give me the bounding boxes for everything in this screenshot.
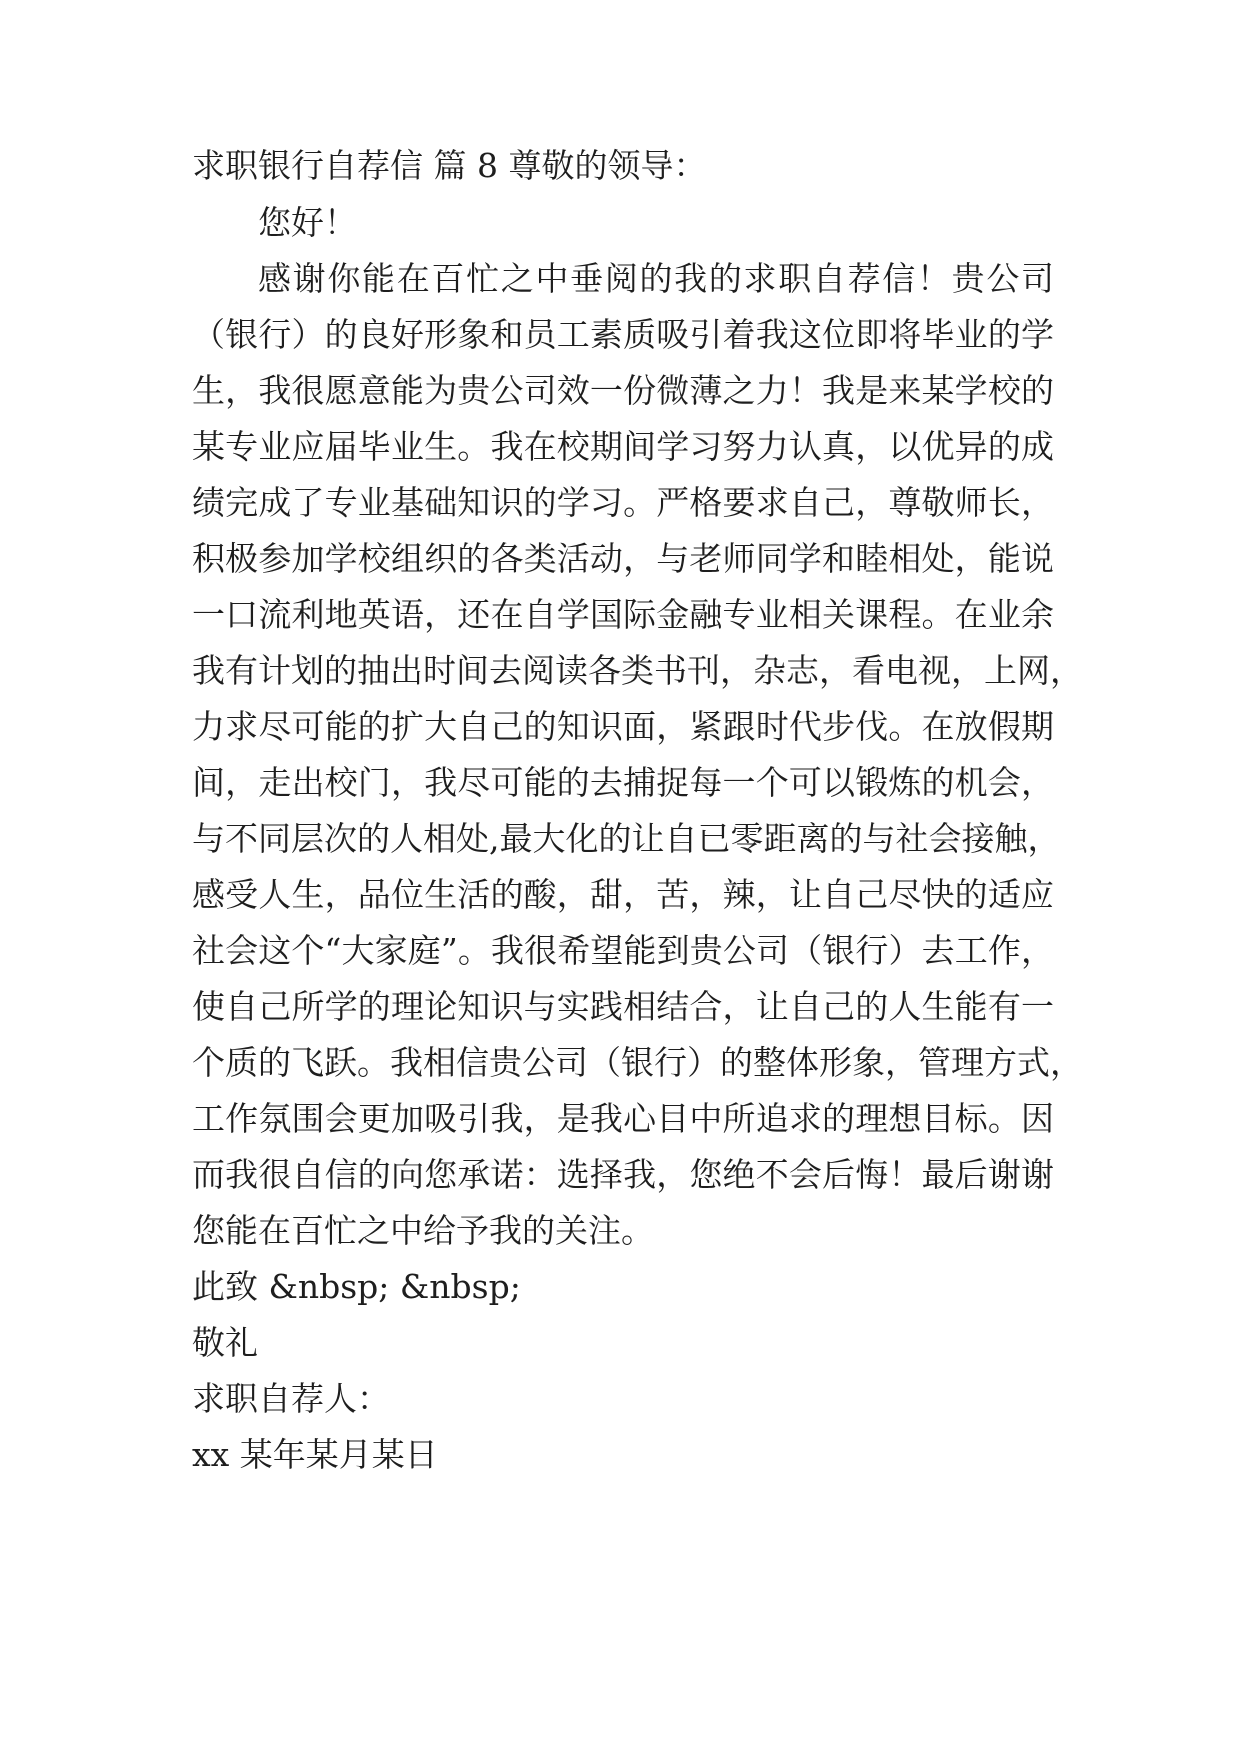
body-line: 一口流利地英语，还在自学国际金融专业相关课程。在业余 [192, 595, 1054, 634]
body-line: 个质的飞跃。我相信贵公司（银行）的整体形象，管理方式， [192, 1043, 1083, 1082]
body-line: 与不同层次的人相处,最大化的让自已零距离的与社会接触， [192, 819, 1061, 858]
body-line: 工作氛围会更加吸引我，是我心目中所追求的理想目标。因 [192, 1099, 1054, 1138]
body-line: 您能在百忙之中给予我的关注。 [192, 1211, 654, 1250]
date-line: xx 某年某月某日 [192, 1435, 438, 1474]
body-line: 间，走出校门，我尽可能的去捕捉每一个可以锻炼的机会， [192, 763, 1054, 802]
closing: 此致 &nbsp; &nbsp; [192, 1267, 521, 1306]
body-line: 社会这个“大家庭”。我很希望能到贵公司（银行）去工作， [192, 931, 1054, 970]
salute: 敬礼 [192, 1323, 258, 1362]
body-line: 我有计划的抽出时间去阅读各类书刊，杂志，看电视，上网， [192, 651, 1083, 690]
signature-label: 求职自荐人： [192, 1379, 390, 1418]
body-line: 而我很自信的向您承诺：选择我，您绝不会后悔！最后谢谢 [192, 1155, 1054, 1194]
body-line: 生，我很愿意能为贵公司效一份微薄之力！我是来某学校的 [192, 371, 1054, 410]
body-line: （银行）的良好形象和员工素质吸引着我这位即将毕业的学 [192, 315, 1054, 354]
body-line: 感受人生，品位生活的酸，甜，苦，辣，让自己尽快的适应 [192, 875, 1054, 914]
body-line: 积极参加学校组织的各类活动，与老师同学和睦相处，能说 [192, 539, 1054, 578]
body-line: 绩完成了专业基础知识的学习。严格要求自己，尊敬师长， [192, 483, 1054, 522]
body-line: 使自己所学的理论知识与实践相结合，让自己的人生能有一 [192, 987, 1054, 1026]
body-line: 某专业应届毕业生。我在校期间学习努力认真，以优异的成 [192, 427, 1054, 466]
body-line: 感谢你能在百忙之中垂阅的我的求职自荐信！贵公司 [258, 259, 1054, 298]
title-line: 求职银行自荐信 篇 8 尊敬的领导： [192, 146, 707, 185]
greeting: 您好！ [258, 203, 357, 242]
body-line: 力求尽可能的扩大自己的知识面，紧跟时代步伐。在放假期 [192, 707, 1054, 746]
